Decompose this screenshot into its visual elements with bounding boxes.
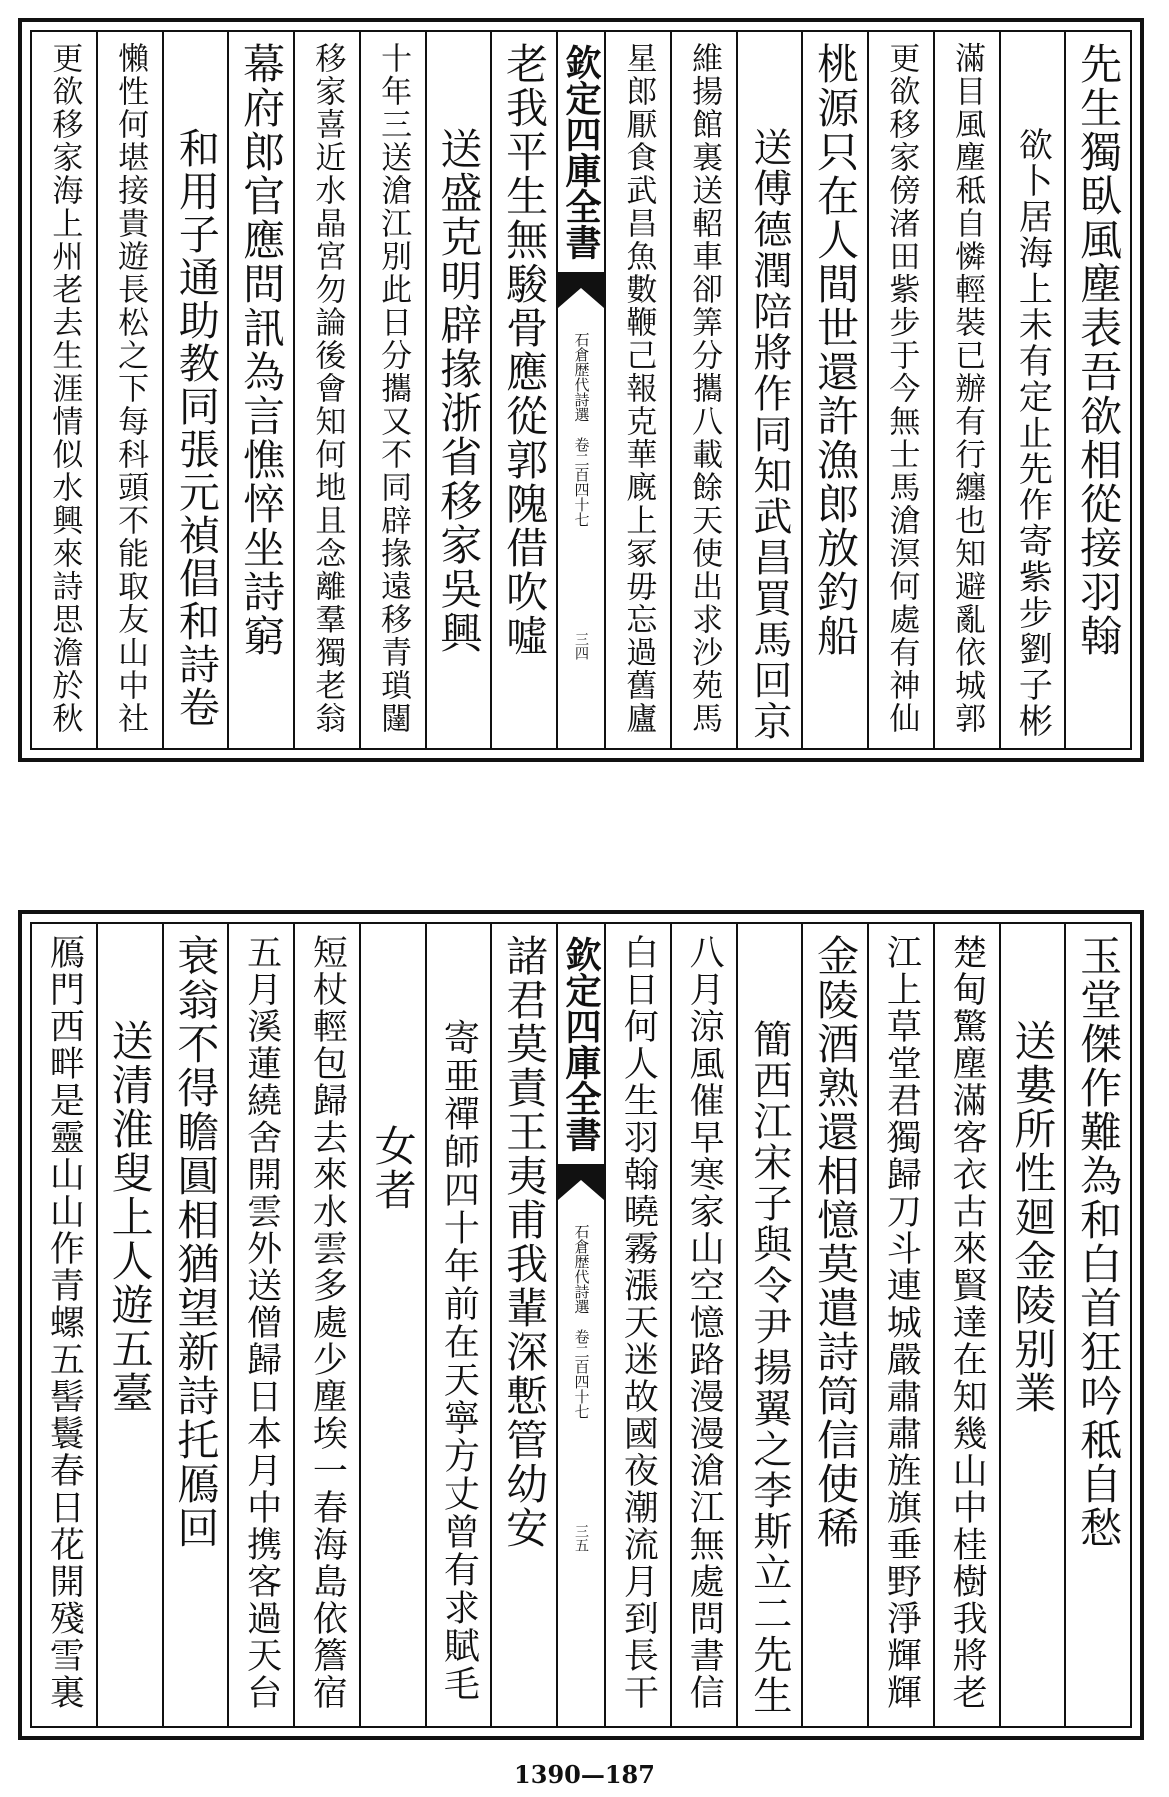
book-title: 欽定四庫全書 xyxy=(560,936,602,1152)
text-column xyxy=(293,32,359,748)
text-column xyxy=(359,32,425,748)
volume-label: 石倉歴代詩選 卷二百四十七 xyxy=(572,1224,591,1419)
text-column xyxy=(999,924,1065,1726)
volume-label: 石倉歴代詩選 卷二百四十七 xyxy=(572,332,591,527)
text-column xyxy=(162,32,228,748)
column-text: 短杖輕包歸去來水雲多處少塵埃一春海島依簷宿 xyxy=(307,934,348,1711)
text-column xyxy=(867,32,933,748)
poem-title: 簡西江宋子與令尹揚翼之李斯立二先生 xyxy=(746,1019,792,1716)
text-column xyxy=(736,32,802,748)
column-text: 更欲移家海上州老去生涯情似水興來詩思澹於秋 xyxy=(46,42,83,735)
column-text: 諸君莫責王夷甫我輩深慙管幼安 xyxy=(500,934,550,1550)
text-column xyxy=(162,924,228,1726)
poem-title: 欲卜居海上未有定止先作寄紫步劉子彬 xyxy=(1012,127,1053,739)
text-column xyxy=(32,924,96,1726)
top-page-frame xyxy=(30,30,1132,750)
text-column xyxy=(933,924,999,1726)
top-page-panel xyxy=(18,18,1144,762)
column-text: 白日何人生羽翰曉霧漲天迷故國夜潮流月到長干 xyxy=(618,934,659,1711)
bottom-page-frame xyxy=(30,922,1132,1728)
column-text: 更欲移家傍渚田紫步于今無士馬滄溟何處有神仙 xyxy=(883,42,920,735)
bottom-page-panel xyxy=(18,910,1144,1740)
text-column xyxy=(604,32,670,748)
column-text: 先生獨臥風塵表吾欲相從接羽翰 xyxy=(1074,42,1124,658)
poem-title: 送盛克明辟掾浙省移家吳興 xyxy=(434,127,484,655)
text-column xyxy=(999,32,1065,748)
text-column xyxy=(867,924,933,1726)
text-column xyxy=(933,32,999,748)
poem-title: 送清淮叟上人遊五臺 xyxy=(105,1019,155,1415)
fish-tail-mark-icon xyxy=(558,272,604,308)
column-text: 桃源只在人間世還許漁郎放釣船 xyxy=(811,42,861,658)
text-column xyxy=(670,924,736,1726)
text-column xyxy=(425,32,491,748)
text-column xyxy=(32,32,96,748)
text-column xyxy=(801,32,867,748)
poem-title-continued: 女者 xyxy=(368,1124,418,1212)
poem-title: 送婁所性廻金陵别業 xyxy=(1008,1019,1058,1415)
text-column xyxy=(490,924,556,1726)
column-text: 懶性何堪接貴遊長松之下每科頭不能取友山中社 xyxy=(112,42,149,735)
text-column xyxy=(227,32,293,748)
center-fold-column xyxy=(556,924,604,1726)
text-column xyxy=(227,924,293,1726)
column-text: 金陵酒熟還相憶莫遣詩筒信使稀 xyxy=(811,934,861,1550)
column-text: 幕府郎官應問訊為言憔悴坐詩窮 xyxy=(237,42,287,658)
text-column xyxy=(96,32,162,748)
column-text: 衰翁不得瞻圓相猶望新詩托鴈回 xyxy=(171,934,221,1550)
text-column xyxy=(604,924,670,1726)
column-text: 八月涼風催早寒家山空憶路漫漫滄江無處問書信 xyxy=(684,934,725,1711)
center-fold-column xyxy=(556,32,604,748)
text-column xyxy=(425,924,491,1726)
text-column xyxy=(359,924,425,1726)
text-column xyxy=(1064,32,1130,748)
column-text: 十年三送滄江別此日分攜又不同辟掾遠移青瑣闥 xyxy=(375,42,412,735)
poem-title: 送傅德潤陪將作同知武昌買馬回京 xyxy=(746,127,792,742)
book-title: 欽定四庫全書 xyxy=(560,44,602,260)
text-column xyxy=(801,924,867,1726)
poem-title: 和用子通助教同張元禎倡和詩卷 xyxy=(171,127,220,729)
column-text: 玉堂傑作難為和白首狂吟秪自愁 xyxy=(1074,934,1124,1550)
column-text: 五月溪蓮繞舍開雲外送僧歸日本月中携客過天台 xyxy=(241,934,282,1711)
column-text: 鴈門西畔是靈山山作青螺五髻鬟春日花開殘雪裏 xyxy=(44,934,85,1711)
column-text: 維揚館裏送軺車卻筭分攜八載餘天使出求沙苑馬 xyxy=(686,42,723,735)
column-text: 老我平生無駿骨應從郭隗借吹噓 xyxy=(500,42,550,658)
text-column xyxy=(293,924,359,1726)
leaf-number: 三五 xyxy=(573,1524,589,1552)
text-column xyxy=(1064,924,1130,1726)
poem-title: 寄亜禪師四十年前在天寧方丈曾有求賦毛 xyxy=(438,1019,480,1703)
leaf-number: 三四 xyxy=(573,632,589,660)
fish-tail-mark-icon xyxy=(558,1164,604,1200)
text-column xyxy=(736,924,802,1726)
column-text: 移家喜近水晶宮勿論後會知何地且念離羣獨老翁 xyxy=(309,42,346,735)
column-text: 星郎厭食武昌魚數鞭己報克華廐上冢毋忘過舊廬 xyxy=(620,42,657,735)
text-column xyxy=(670,32,736,748)
column-text: 楚甸驚塵滿客衣古來賢達在知幾山中桂樹我將老 xyxy=(947,934,988,1711)
column-text: 江上草堂君獨歸刀斗連城嚴肅肅旌旗垂野淨輝輝 xyxy=(881,934,922,1711)
text-column xyxy=(96,924,162,1726)
page-number-footer: 1390—187 xyxy=(514,1760,655,1789)
text-column xyxy=(490,32,556,748)
column-text: 滿目風塵秪自憐輕裝已辦有行纏也知避亂依城郭 xyxy=(949,42,986,735)
